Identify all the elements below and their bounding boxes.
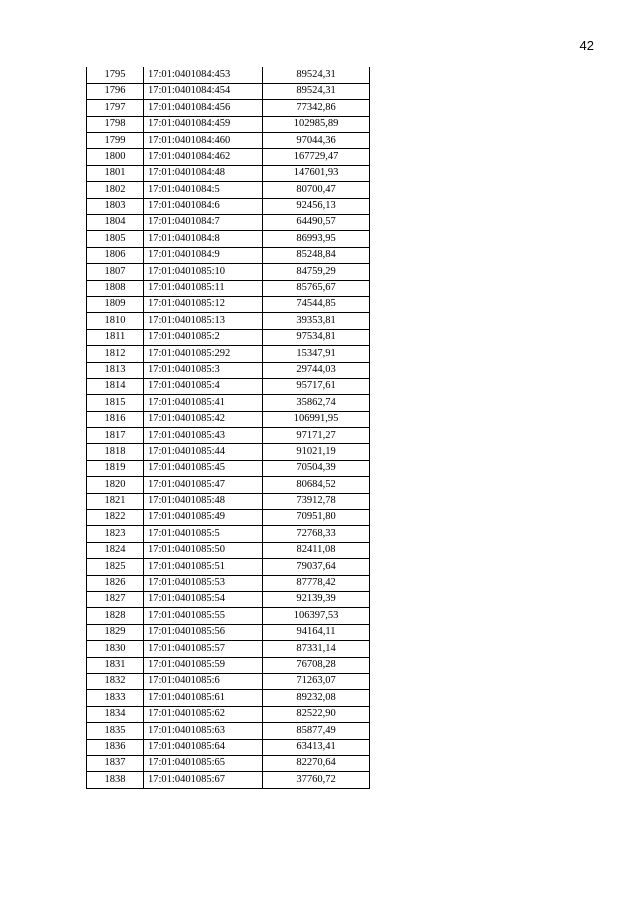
cadastral-value-cell: 94164,11 <box>263 624 370 640</box>
row-number-cell: 1797 <box>87 100 144 116</box>
row-number-cell: 1822 <box>87 510 144 526</box>
row-number-cell: 1803 <box>87 198 144 214</box>
cadastral-number-cell: 17:01:0401084:456 <box>144 100 263 116</box>
table-row <box>87 493 370 509</box>
table-row <box>87 362 370 378</box>
cadastral-number-cell: 17:01:0401085:55 <box>144 608 263 624</box>
table-row <box>87 526 370 542</box>
row-number-cell: 1798 <box>87 116 144 132</box>
cadastral-number-cell: 17:01:0401085:45 <box>144 460 263 476</box>
row-number-cell: 1813 <box>87 362 144 378</box>
table-row <box>87 477 370 493</box>
cadastral-value-cell: 15347,91 <box>263 346 370 362</box>
row-number-cell: 1801 <box>87 165 144 181</box>
table-row <box>87 378 370 394</box>
row-number-cell: 1827 <box>87 592 144 608</box>
cadastral-number-cell: 17:01:0401085:13 <box>144 313 263 329</box>
cadastral-number-cell: 17:01:0401085:65 <box>144 755 263 771</box>
cadastral-number-cell: 17:01:0401084:48 <box>144 165 263 181</box>
cadastral-value-cell: 79037,64 <box>263 559 370 575</box>
table-row <box>87 411 370 427</box>
table-body <box>87 67 370 788</box>
table-row <box>87 100 370 116</box>
row-number-cell: 1805 <box>87 231 144 247</box>
row-number-cell: 1802 <box>87 182 144 198</box>
cadastral-number-cell: 17:01:0401084:453 <box>144 67 263 83</box>
cadastral-number-cell: 17:01:0401085:3 <box>144 362 263 378</box>
cadastral-number-cell: 17:01:0401085:2 <box>144 329 263 345</box>
cadastral-value-cell: 76708,28 <box>263 657 370 673</box>
row-number-cell: 1820 <box>87 477 144 493</box>
table-row <box>87 346 370 362</box>
cadastral-number-cell: 17:01:0401084:460 <box>144 133 263 149</box>
table-row <box>87 608 370 624</box>
row-number-cell: 1818 <box>87 444 144 460</box>
row-number-cell: 1807 <box>87 264 144 280</box>
cadastral-number-cell: 17:01:0401085:4 <box>144 378 263 394</box>
table-row <box>87 723 370 739</box>
table-row <box>87 755 370 771</box>
cadastral-value-cell: 85877,49 <box>263 723 370 739</box>
table-row <box>87 133 370 149</box>
table-row <box>87 67 370 83</box>
cadastral-number-cell: 17:01:0401084:462 <box>144 149 263 165</box>
cadastral-number-cell: 17:01:0401085:61 <box>144 690 263 706</box>
cadastral-number-cell: 17:01:0401084:9 <box>144 247 263 263</box>
row-number-cell: 1830 <box>87 641 144 657</box>
cadastral-value-cell: 147601,93 <box>263 165 370 181</box>
cadastral-value-cell: 70951,80 <box>263 510 370 526</box>
row-number-cell: 1834 <box>87 706 144 722</box>
cadastral-value-cell: 70504,39 <box>263 460 370 476</box>
row-number-cell: 1795 <box>87 67 144 83</box>
table-row <box>87 657 370 673</box>
cadastral-number-cell: 17:01:0401085:57 <box>144 641 263 657</box>
cadastral-value-cell: 106991,95 <box>263 411 370 427</box>
row-number-cell: 1819 <box>87 460 144 476</box>
cadastral-value-cell: 91021,19 <box>263 444 370 460</box>
cadastral-number-cell: 17:01:0401085:51 <box>144 559 263 575</box>
cadastral-number-cell: 17:01:0401085:44 <box>144 444 263 460</box>
cadastral-value-cell: 73912,78 <box>263 493 370 509</box>
row-number-cell: 1800 <box>87 149 144 165</box>
cadastral-number-cell: 17:01:0401085:56 <box>144 624 263 640</box>
table-row <box>87 641 370 657</box>
table-row <box>87 83 370 99</box>
cadastral-value-cell: 37760,72 <box>263 772 370 788</box>
row-number-cell: 1836 <box>87 739 144 755</box>
cadastral-value-cell: 85765,67 <box>263 280 370 296</box>
table-row <box>87 542 370 558</box>
cadastral-number-cell: 17:01:0401085:12 <box>144 296 263 312</box>
cadastral-value-cell: 85248,84 <box>263 247 370 263</box>
table-row <box>87 510 370 526</box>
cadastral-number-cell: 17:01:0401085:67 <box>144 772 263 788</box>
cadastral-value-cell: 97044,36 <box>263 133 370 149</box>
table-row <box>87 264 370 280</box>
table-row <box>87 460 370 476</box>
row-number-cell: 1838 <box>87 772 144 788</box>
cadastral-value-cell: 64490,57 <box>263 215 370 231</box>
row-number-cell: 1821 <box>87 493 144 509</box>
cadastral-number-cell: 17:01:0401085:43 <box>144 428 263 444</box>
row-number-cell: 1811 <box>87 329 144 345</box>
cadastral-value-cell: 89524,31 <box>263 83 370 99</box>
row-number-cell: 1815 <box>87 395 144 411</box>
cadastral-number-cell: 17:01:0401084:8 <box>144 231 263 247</box>
cadastral-value-cell: 80700,47 <box>263 182 370 198</box>
cadastral-value-cell: 86993,95 <box>263 231 370 247</box>
table-row <box>87 296 370 312</box>
row-number-cell: 1816 <box>87 411 144 427</box>
row-number-cell: 1835 <box>87 723 144 739</box>
table-row <box>87 116 370 132</box>
cadastral-value-cell: 97171,27 <box>263 428 370 444</box>
cadastral-value-cell: 82270,64 <box>263 755 370 771</box>
row-number-cell: 1837 <box>87 755 144 771</box>
cadastral-value-cell: 63413,41 <box>263 739 370 755</box>
cadastral-number-cell: 17:01:0401085:48 <box>144 493 263 509</box>
cadastral-value-cell: 35862,74 <box>263 395 370 411</box>
cadastral-value-cell: 80684,52 <box>263 477 370 493</box>
cadastral-value-cell: 29744,03 <box>263 362 370 378</box>
cadastral-number-cell: 17:01:0401085:47 <box>144 477 263 493</box>
table-row <box>87 772 370 788</box>
cadastral-number-cell: 17:01:0401084:459 <box>144 116 263 132</box>
cadastral-value-cell: 74544,85 <box>263 296 370 312</box>
table-row <box>87 575 370 591</box>
row-number-cell: 1809 <box>87 296 144 312</box>
table-row <box>87 182 370 198</box>
table-row <box>87 592 370 608</box>
cadastral-value-cell: 97534,81 <box>263 329 370 345</box>
table-row <box>87 313 370 329</box>
table-row <box>87 149 370 165</box>
row-number-cell: 1812 <box>87 346 144 362</box>
cadastral-value-cell: 167729,47 <box>263 149 370 165</box>
cadastral-number-cell: 17:01:0401085:59 <box>144 657 263 673</box>
table-row <box>87 559 370 575</box>
table-row <box>87 231 370 247</box>
cadastral-value-cell: 72768,33 <box>263 526 370 542</box>
cadastral-number-cell: 17:01:0401085:42 <box>144 411 263 427</box>
cadastral-value-cell: 39353,81 <box>263 313 370 329</box>
table-row <box>87 444 370 460</box>
cadastral-value-cell: 82411,08 <box>263 542 370 558</box>
table-row <box>87 739 370 755</box>
cadastral-value-cell: 92456,13 <box>263 198 370 214</box>
cadastral-value-cell: 82522,90 <box>263 706 370 722</box>
cadastral-value-cell: 89524,31 <box>263 67 370 83</box>
cadastral-number-cell: 17:01:0401085:10 <box>144 264 263 280</box>
row-number-cell: 1825 <box>87 559 144 575</box>
cadastral-number-cell: 17:01:0401085:62 <box>144 706 263 722</box>
table-row <box>87 198 370 214</box>
table-row <box>87 247 370 263</box>
cadastral-number-cell: 17:01:0401085:53 <box>144 575 263 591</box>
row-number-cell: 1831 <box>87 657 144 673</box>
cadastral-number-cell: 17:01:0401085:5 <box>144 526 263 542</box>
cadastral-number-cell: 17:01:0401085:54 <box>144 592 263 608</box>
row-number-cell: 1804 <box>87 215 144 231</box>
cadastral-value-table <box>86 67 370 789</box>
row-number-cell: 1832 <box>87 673 144 689</box>
cadastral-number-cell: 17:01:0401085:49 <box>144 510 263 526</box>
table-row <box>87 280 370 296</box>
cadastral-value-cell: 84759,29 <box>263 264 370 280</box>
table-row <box>87 673 370 689</box>
table-row <box>87 165 370 181</box>
row-number-cell: 1824 <box>87 542 144 558</box>
cadastral-number-cell: 17:01:0401084:454 <box>144 83 263 99</box>
row-number-cell: 1833 <box>87 690 144 706</box>
row-number-cell: 1823 <box>87 526 144 542</box>
table-row <box>87 706 370 722</box>
cadastral-number-cell: 17:01:0401085:64 <box>144 739 263 755</box>
cadastral-value-cell: 102985,89 <box>263 116 370 132</box>
table-row <box>87 329 370 345</box>
row-number-cell: 1814 <box>87 378 144 394</box>
cadastral-number-cell: 17:01:0401085:63 <box>144 723 263 739</box>
cadastral-number-cell: 17:01:0401084:5 <box>144 182 263 198</box>
cadastral-number-cell: 17:01:0401085:50 <box>144 542 263 558</box>
cadastral-value-cell: 77342,86 <box>263 100 370 116</box>
cadastral-value-cell: 92139,39 <box>263 592 370 608</box>
cadastral-number-cell: 17:01:0401085:11 <box>144 280 263 296</box>
cadastral-number-cell: 17:01:0401085:292 <box>144 346 263 362</box>
row-number-cell: 1799 <box>87 133 144 149</box>
cadastral-number-cell: 17:01:0401085:41 <box>144 395 263 411</box>
cadastral-value-cell: 87331,14 <box>263 641 370 657</box>
row-number-cell: 1808 <box>87 280 144 296</box>
table-row <box>87 428 370 444</box>
cadastral-number-cell: 17:01:0401085:6 <box>144 673 263 689</box>
cadastral-value-cell: 71263,07 <box>263 673 370 689</box>
row-number-cell: 1826 <box>87 575 144 591</box>
table-row <box>87 624 370 640</box>
row-number-cell: 1806 <box>87 247 144 263</box>
row-number-cell: 1796 <box>87 83 144 99</box>
table-row <box>87 690 370 706</box>
cadastral-value-cell: 89232,08 <box>263 690 370 706</box>
table-row <box>87 215 370 231</box>
row-number-cell: 1829 <box>87 624 144 640</box>
row-number-cell: 1817 <box>87 428 144 444</box>
row-number-cell: 1810 <box>87 313 144 329</box>
cadastral-value-cell: 87778,42 <box>263 575 370 591</box>
cadastral-value-cell: 106397,53 <box>263 608 370 624</box>
cadastral-number-cell: 17:01:0401084:7 <box>144 215 263 231</box>
table-row <box>87 395 370 411</box>
page-number: 42 <box>579 38 594 53</box>
cadastral-value-cell: 95717,61 <box>263 378 370 394</box>
cadastral-number-cell: 17:01:0401084:6 <box>144 198 263 214</box>
row-number-cell: 1828 <box>87 608 144 624</box>
